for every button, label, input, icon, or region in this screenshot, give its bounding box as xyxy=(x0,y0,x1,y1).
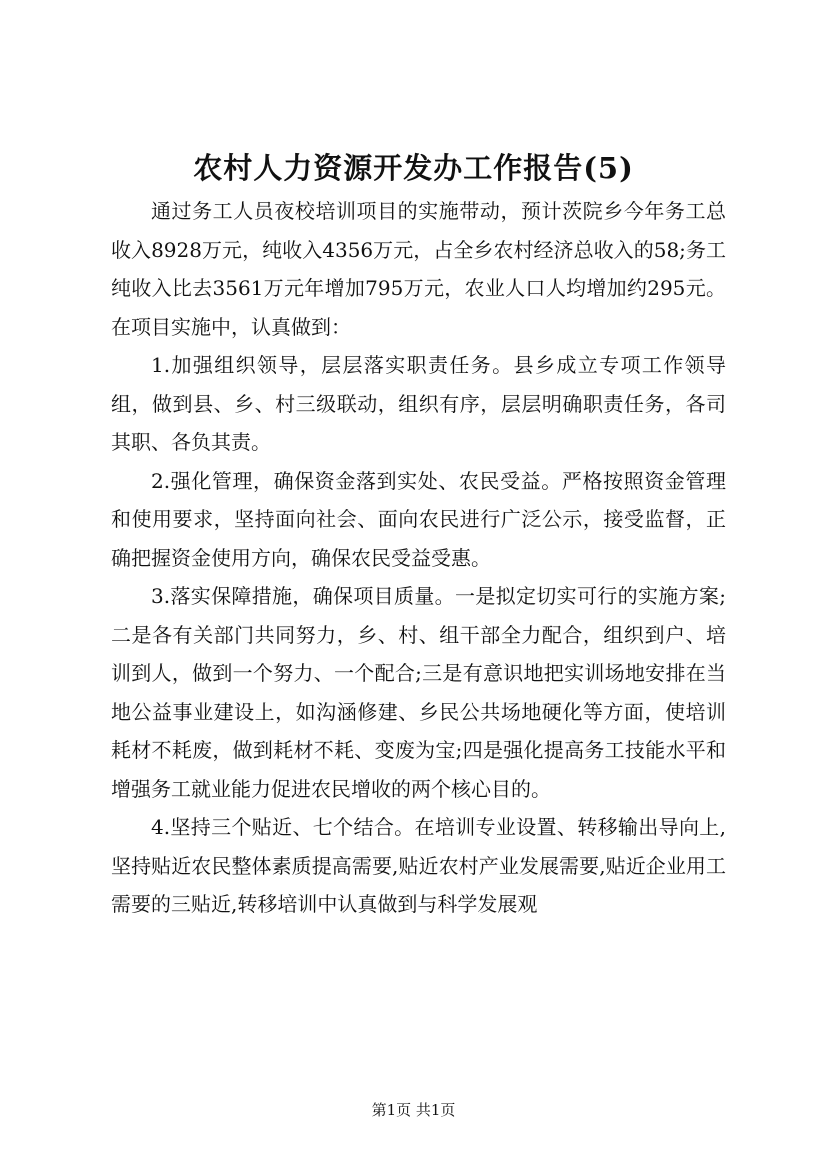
paragraph: 2.强化管理，确保资金落到实处、农民受益。严格按照资金管理和使用要求，坚持面向社会、面向农民进行广泛公示，接受监督，正确把握资金使用方向，确保农民受益受惠。 xyxy=(111,468,726,570)
paragraph: 1.加强组织领导，层层落实职责任务。县乡成立专项工作领导组，做到县、乡、村三级联动，组织有序，层层明确职责任务，各司其职、各负其责。 xyxy=(111,353,726,454)
document-body xyxy=(111,192,726,924)
paragraph: 3.落实保障措施，确保项目质量。一是拟定切实可行的实施方案;二是各有关部门共同努力，乡、村、组干部全力配合，组织到户、培训到人，做到一个努力、一个配合;三是有意识地把实训场地安排在当地公益事业建设上，如沟涵修建、乡民公共场地硬化等方面，使培训耗材不耗废，做到耗材不耗、变废为宝;四是强化提高务工技能水平和增强务工就业能力促进农民增收的两个核心目的。 xyxy=(111,584,726,801)
page-footer: 第1页 共1页 xyxy=(371,1101,456,1119)
paragraph: 通过务工人员夜校培训项目的实施带动，预计茨院乡今年务工总收入8928万元，纯收入4356万元，占全乡农村经济总收入的58;务工纯收入比去3561万元年增加795万元，农业人口人均增加约295元。在项目实施中，认真做到： xyxy=(111,199,726,339)
paragraph: 4.坚持三个贴近、七个结合。在培训专业设置、转移输出导向上,坚持贴近农民整体素质提高需要,贴近农村产业发展需要,贴近企业用工需要的三贴近,转移培训中认真做到与科学发展观 xyxy=(111,815,726,916)
document-title: 农村人力资源开发办工作报告(5) xyxy=(193,151,634,185)
